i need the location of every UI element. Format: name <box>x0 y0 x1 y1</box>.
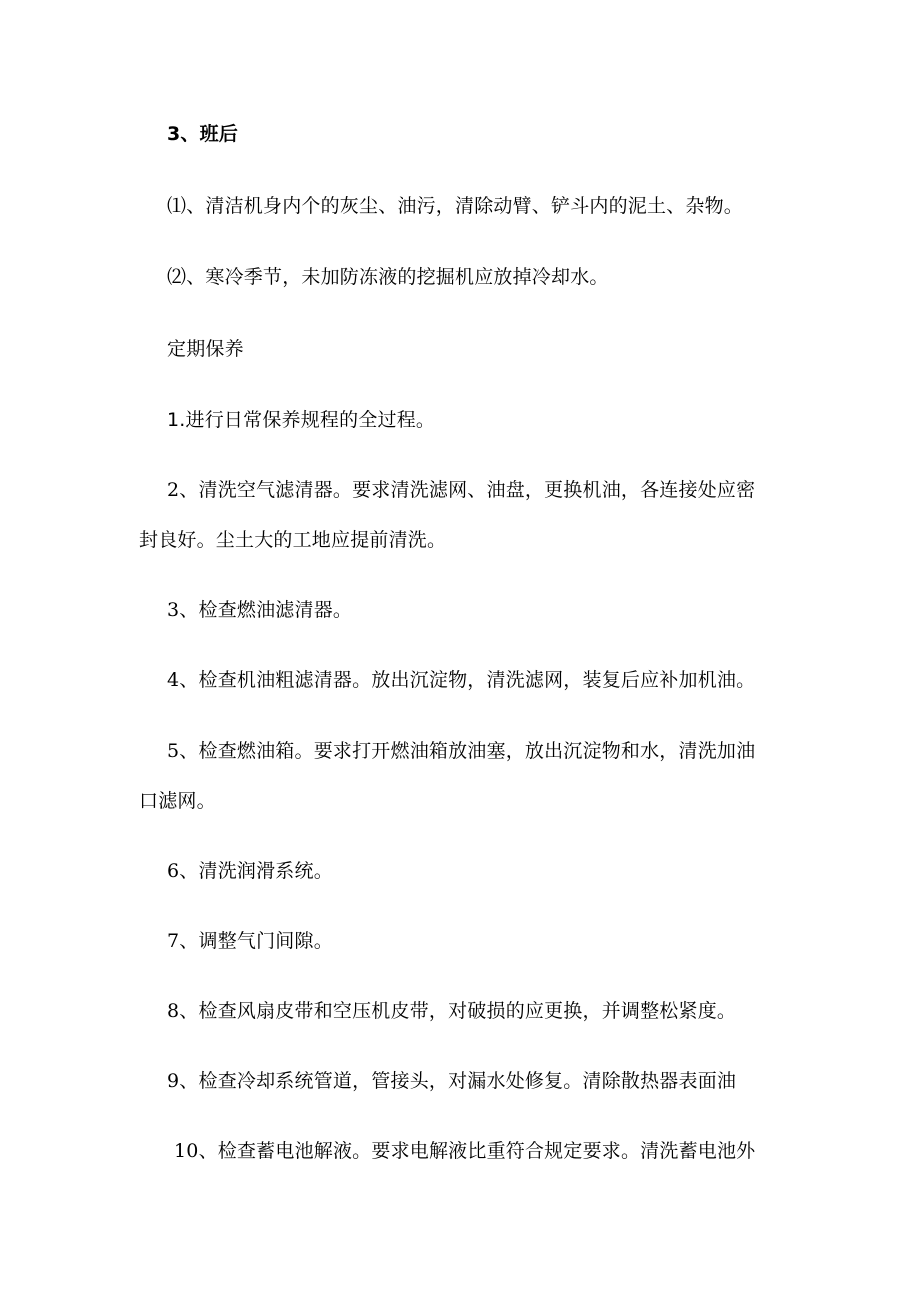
after-shift-item-2: ⑵、寒冷季节，未加防冻液的挖掘机应放掉冷却水。 <box>167 266 609 288</box>
periodic-item-5-continued: 口滤网。 <box>139 790 216 812</box>
periodic-item-10: 10、检查蓄电池解液。要求电解液比重符合规定要求。清洗蓄电池外 <box>174 1140 756 1162</box>
periodic-item-8: 8、检查风扇皮带和空压机皮带，对破损的应更换，并调整松紧度。 <box>167 1000 737 1022</box>
periodic-item-5: 5、检查燃油箱。要求打开燃油箱放油塞，放出沉淀物和水，清洗加油 <box>167 740 756 762</box>
section-title-periodic-maintenance: 定期保养 <box>167 338 244 360</box>
periodic-item-2-continued: 封良好。尘土大的工地应提前清洗。 <box>139 529 447 551</box>
periodic-item-3: 3、检查燃油滤清器。 <box>167 599 353 621</box>
periodic-item-9: 9、检查冷却系统管道，管接头，对漏水处修复。清除散热器表面油 <box>167 1070 737 1092</box>
periodic-item-1: 1.进行日常保养规程的全过程。 <box>167 409 436 431</box>
periodic-item-2: 2、清洗空气滤清器。要求清洗滤网、油盘，更换机油，各连接处应密 <box>167 479 756 501</box>
periodic-item-7: 7、调整气门间隙。 <box>167 930 333 952</box>
after-shift-item-1: ⑴、清洁机身内个的灰尘、油污，清除动臂、铲斗内的泥土、杂物。 <box>167 195 744 217</box>
periodic-item-4: 4、检查机油粗滤清器。放出沉淀物，清洗滤网，装复后应补加机油。 <box>167 669 756 691</box>
periodic-item-6: 6、清洗润滑系统。 <box>167 860 333 882</box>
section-heading-after-shift: 3、班后 <box>167 123 239 145</box>
